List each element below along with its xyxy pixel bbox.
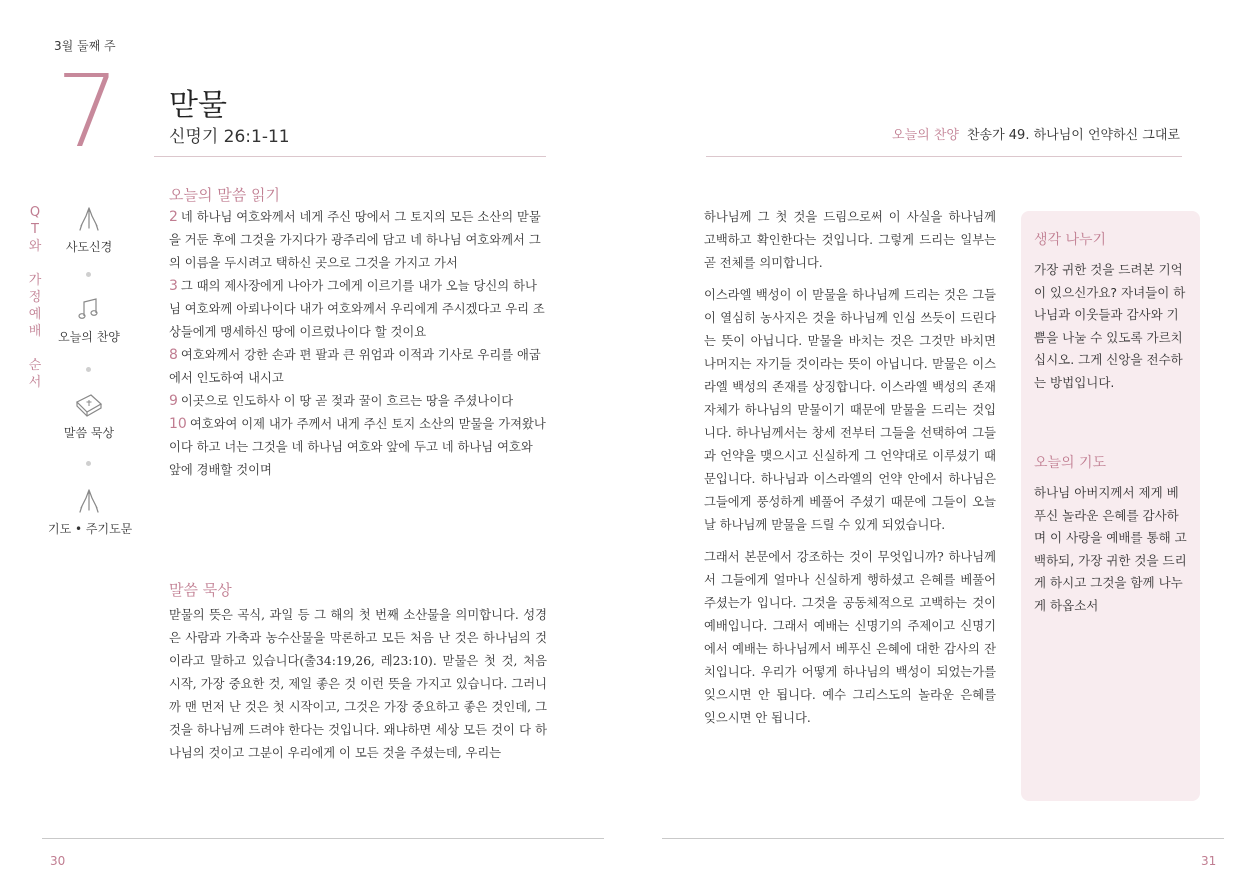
scripture-reference: 신명기 26:1-11	[169, 127, 290, 147]
vertical-char: 순	[28, 358, 42, 373]
meditation-heading: 말씀 묵상	[169, 581, 232, 599]
meditation-paragraph: 그래서 본문에서 강조하는 것이 무엇입니까? 하나님께서 그들에게 얼마나 신실하게 행하셨고 은혜를 베풀어주셨는가 입니다. 그것을 공동체적으로 고백하는 것이 예배입니다. 그래서 예배는 신명기의 주제이고 신명기에서 예배는 하나님께서 베푸신 은혜에 대한 감사의 잔치입니다. 우리가 어떻게 하나님의 백성이 되었는가를 잊으시면 안 됩니다. 예수 그리스도의 놀라운 은혜를 잊으시면 안 됩니다.	[704, 550, 996, 725]
day-number: 7	[56, 53, 120, 170]
vertical-char	[28, 340, 42, 357]
scripture-verses	[169, 206, 547, 482]
meditation-paragraph: 하나님께 그 첫 것을 드림으로써 이 사실을 하나님께 고백하고 확인한다는 것입니다. 그렇게 드리는 일부는 곧 전체를 의미합니다.	[704, 210, 996, 270]
vertical-char: Q	[29, 205, 41, 220]
vertical-char: 와	[28, 239, 42, 254]
hymn-value: 찬송가 49. 하나님이 언약하신 그대로	[966, 128, 1180, 143]
footer-divider-right	[662, 838, 1224, 839]
verse-text: 이곳으로 인도하사 이 땅 곧 젖과 꿀이 흐르는 땅을 주셨나이다	[180, 394, 514, 408]
page-number-left: 30	[50, 854, 66, 868]
verse	[169, 275, 547, 344]
verse	[169, 390, 547, 413]
order-label: 기도 • 주기도문	[48, 522, 133, 536]
verse-number: 10	[169, 416, 187, 432]
meditation-continued	[704, 206, 996, 739]
meditation-paragraph: 이스라엘 백성이 이 맏물을 하나님께 드리는 것은 그들이 열심히 농사지은 것을 하나님께 인심 쓰듯이 드린다는 뜻이 아닙니다. 맏물을 바치는 것은 그것만 바치면 나머지는 자기들 것이라는 뜻이 아닙니다. 맏물은 이스라엘 백성의 존재를 상징합니다. 이스라엘 백성의 존재 자체가 하나님의 맏물이기 때문에 맏물을 드리는 것입니다. 하나님께서는 창세 전부터 그들을 선택하여 그들과 언약을 맺으시고 신실하게 그 언약대로 이루셨기 때문입니다. 하나님과 이스라엘의 언약 안에서 하나님은 그들에게 풍성하게 베풀어 주셨기 때문에 그들이 오늘날 하나님께 맏물을 드릴 수 있게 되었습니다.	[704, 288, 996, 532]
share-text: 가장 귀한 것을 드려본 기억이 있으신가요? 자녀들이 하나님과 이웃들과 감사와 기쁨을 나눌 수 있도록 가르치십시오. 그게 신앙을 전수하는 방법입니다.	[1034, 262, 1186, 390]
order-separator-dot	[86, 461, 91, 466]
vertical-char: 서	[28, 375, 42, 390]
hymn-label: 오늘의 찬양	[892, 128, 959, 143]
reading-heading: 오늘의 말씀 읽기	[169, 186, 280, 204]
verse-number: 2	[169, 209, 178, 225]
music-note-icon	[74, 296, 104, 324]
order-item-meditation	[48, 390, 130, 441]
verse	[169, 344, 547, 390]
prayer-heading: 오늘의 기도	[1034, 455, 1107, 471]
reflection-sidebar	[1021, 211, 1200, 801]
vertical-char	[28, 255, 42, 272]
order-separator-dot	[86, 272, 91, 277]
prayer-text: 하나님 아버지께서 제게 베푸신 놀라운 은혜를 감사하며 이 사랑을 예배를 통해 고백하되, 가장 귀한 것을 드리게 하시고 그것을 함께 나누게 하옵소서	[1034, 485, 1187, 613]
verse	[169, 206, 547, 275]
vertical-char: 정	[28, 290, 42, 305]
week-label: 3월 둘째 주	[54, 39, 116, 53]
praying-hands-icon	[74, 486, 104, 516]
bible-icon	[73, 390, 105, 420]
header-divider-right	[706, 156, 1182, 157]
vertical-char: T	[31, 222, 39, 237]
vertical-char: 가	[28, 273, 42, 288]
order-item-prayer	[48, 486, 133, 537]
order-label: 말씀 묵상	[63, 426, 115, 440]
page-title: 맏물	[169, 88, 227, 123]
order-label: 오늘의 찬양	[58, 330, 120, 344]
verse-text: 그 때의 제사장에게 나아가 그에게 이르기를 내가 오늘 당신의 하나님 여호와께 아뢰나이다 내가 여호와께서 우리에게 주시겠다고 우리 조상들에게 맹세하신 땅에 이르렀나이다 할 것이요	[169, 279, 545, 339]
order-separator-dot	[86, 367, 91, 372]
verse-number: 3	[169, 278, 178, 294]
verse-number: 9	[169, 393, 178, 409]
header-divider-left	[154, 156, 546, 157]
vertical-char: 예	[28, 307, 42, 322]
meditation-paragraph: 맏물의 뜻은 곡식, 과일 등 그 해의 첫 번째 소산물을 의미합니다. 성경은 사람과 가축과 농수산물을 막론하고 모든 처음 난 것은 하나님의 것이라고 말하고 있습니다(출34:19,26, 레23:10). 맏물은 첫 것, 처음 시작, 가장 중요한 것, 제일 좋은 것 이런 뜻을 가지고 있습니다. 그러니까 맨 먼저 난 것은 첫 시작이고, 그것은 가장 중요하고 좋은 것인데, 그것을 하나님께 드려야 한다는 것입니다. 왜냐하면 세상 모든 것이 다 하나님의 것이고 그분이 우리에게 이 모든 것을 주셨는데, 우리는	[169, 608, 547, 760]
share-heading: 생각 나누기	[1034, 232, 1107, 248]
verse-text: 네 하나님 여호와께서 네게 주신 땅에서 그 토지의 모든 소산의 맏물을 거둔 후에 그것을 가지다가 광주리에 담고 네 하나님 여호와께서 그의 이름을 두시려고 택하신 곳으로 그것을 가지고 가서	[169, 210, 541, 270]
order-label: 사도신경	[65, 240, 113, 254]
todays-hymn	[892, 124, 1180, 143]
vertical-section-title	[28, 204, 42, 391]
footer-divider-left	[42, 838, 604, 839]
praying-hands-icon	[74, 204, 104, 234]
verse-text: 여호와께서 강한 손과 편 팔과 큰 위엄과 이적과 기사로 우리를 애굽에서 인도하여 내시고	[169, 348, 541, 385]
page-number-right: 31	[1201, 854, 1217, 868]
verse-number: 8	[169, 347, 178, 363]
verse-text: 여호와여 이제 내가 주께서 내게 주신 토지 소산의 맏물을 가져왔나이다 하고 너는 그것을 네 하나님 여호와 앞에 두고 네 하나님 여호와 앞에 경배할 것이며	[169, 417, 546, 477]
order-item-creed	[48, 204, 130, 255]
order-item-hymn	[48, 296, 130, 345]
verse	[169, 413, 547, 482]
vertical-char: 배	[28, 324, 42, 339]
